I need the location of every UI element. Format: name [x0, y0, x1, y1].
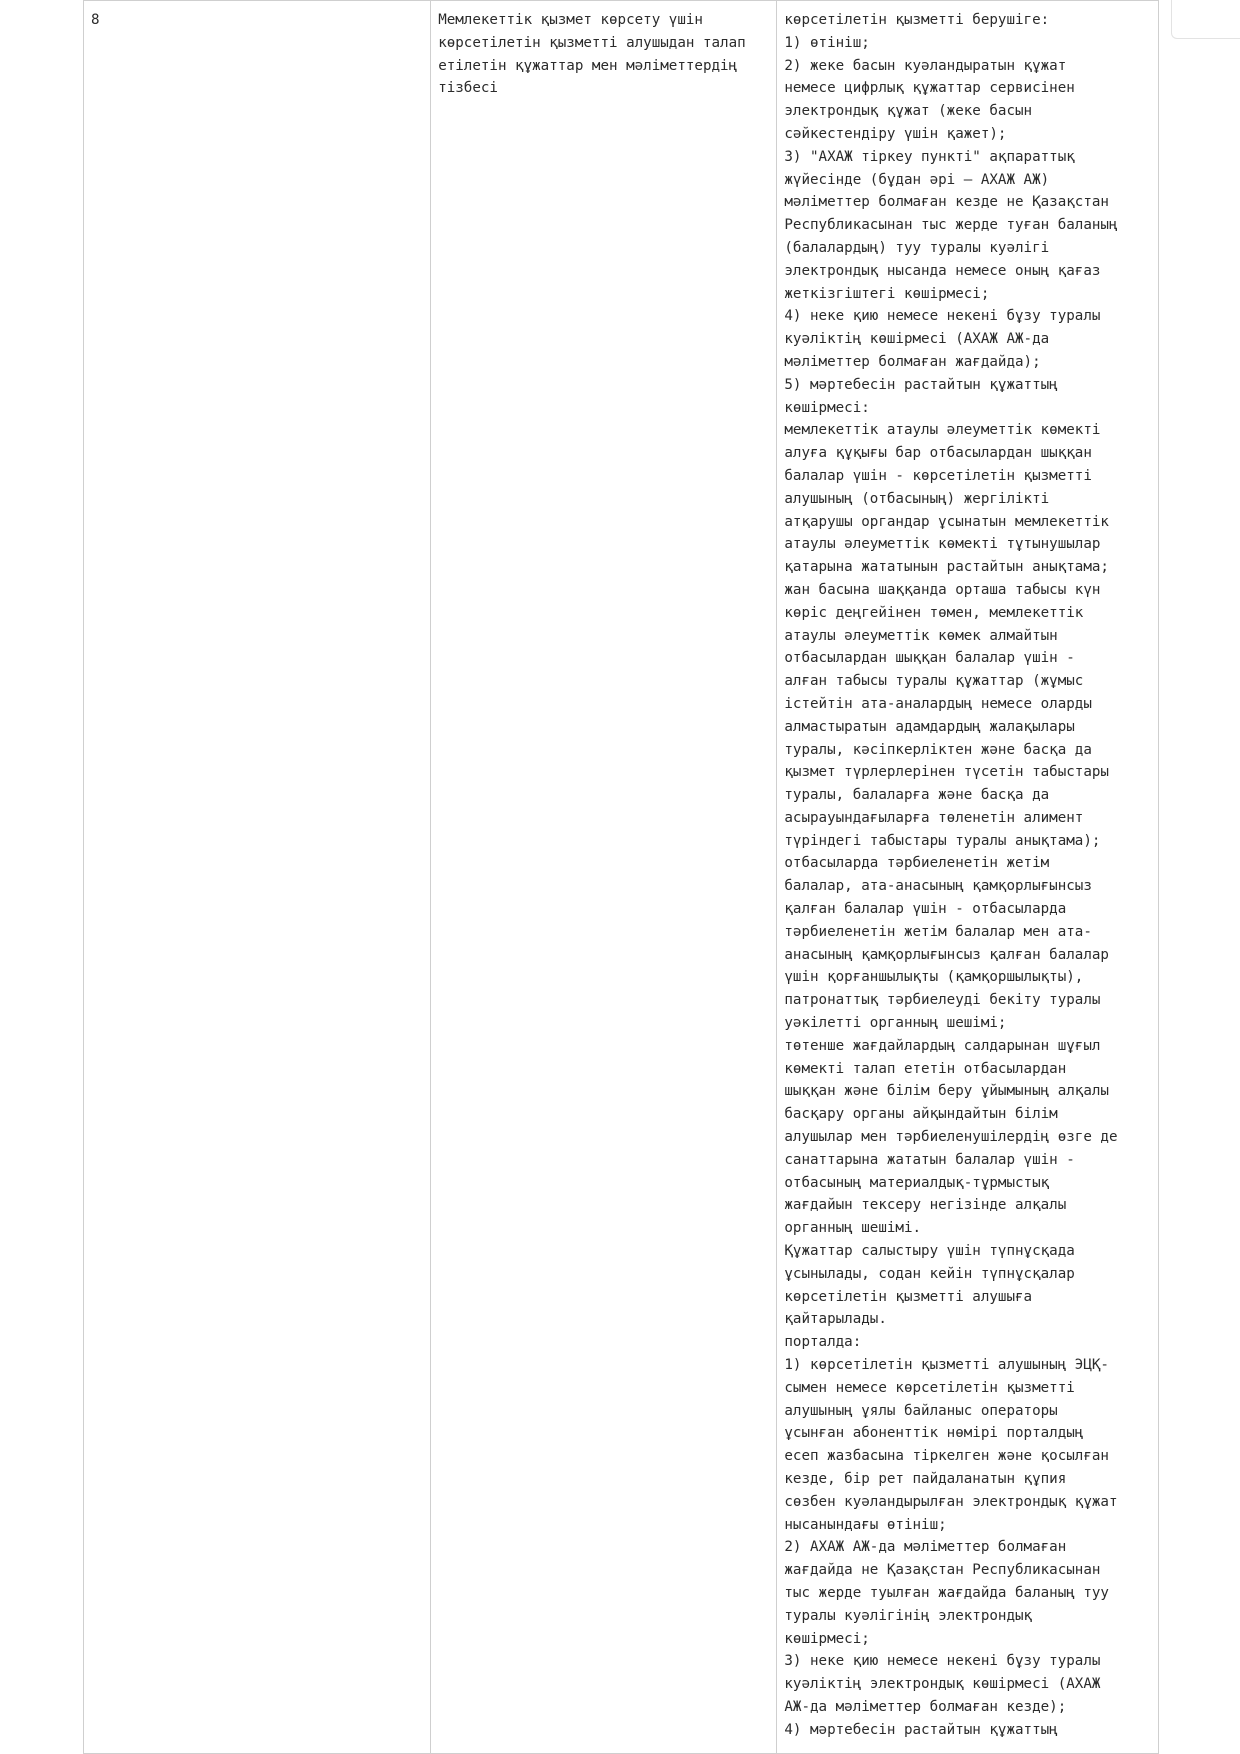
body-line: алған табысы туралы құжаттар (жұмыс — [784, 673, 1084, 690]
body-line: 4) мәртебесін растайтын құжаттың — [784, 1721, 1058, 1738]
body-line: есеп жазбасына тіркелген және қосылған — [784, 1448, 1109, 1465]
body-line: қалған балалар үшін - отбасыларда — [784, 901, 1067, 918]
row-body-cell — [777, 1, 1159, 1754]
body-line: органның шешімі. — [784, 1220, 922, 1237]
body-line: санаттарына жататын балалар үшін - — [784, 1151, 1075, 1168]
body-line: 3) неке қию немесе некені бұзу туралы — [784, 1653, 1101, 1670]
body-line: жүйесінде (бұдан әрі – АХАЖ АЖ) — [784, 171, 1050, 188]
body-line: ұсынған абоненттік нөмірі порталдың — [784, 1425, 1084, 1442]
body-line: отбасының материалдық-тұрмыстық — [784, 1174, 1050, 1191]
body-line: тыс жерде туылған жағдайда баланың туу — [784, 1584, 1109, 1601]
body-line: атқарушы органдар ұсынатын мемлекеттік — [784, 513, 1109, 530]
body-line: сәйкестендіру үшін қажет); — [784, 125, 1007, 142]
body-line: алушының ұялы байланыс операторы — [784, 1402, 1058, 1419]
body-line: істейтін ата-аналардың немесе оларды — [784, 695, 1092, 712]
body-line: қайтарылады. — [784, 1311, 887, 1328]
body-line: туралы, кәсіпкерліктен және басқа да — [784, 741, 1092, 758]
body-line: балалар, ата-анасының қамқорлығынсыз — [784, 878, 1092, 895]
body-line: ұсынылады, содан кейін түпнұсқалар — [784, 1265, 1075, 1282]
body-line: балалар үшін - көрсетілетін қызметті — [784, 467, 1092, 484]
side-panel-tab[interactable] — [1171, 0, 1240, 39]
body-line: 1) көрсетілетін қызметті алушының ЭЦҚ- — [784, 1357, 1109, 1374]
row-number-cell — [84, 1, 431, 1754]
body-line: алушының (отбасының) жергілікті — [784, 490, 1050, 507]
body-line: атаулы әлеуметтік көмек алмайтын — [784, 627, 1058, 644]
body-line: отбасыларда тәрбиеленетін жетім — [784, 855, 1050, 872]
body-line: нысанындағы өтініш; — [784, 1516, 947, 1533]
body-line: 1) өтініш; — [784, 34, 870, 51]
row-body-text — [784, 9, 1151, 1742]
body-line: 5) мәртебесін растайтын құжаттың — [784, 376, 1058, 393]
body-line: мәліметтер болмаған кезде не Қазақстан — [784, 194, 1109, 211]
body-line: шыққан және білім беру ұйымының алқалы — [784, 1083, 1109, 1100]
document-table — [83, 0, 1159, 1754]
body-line: мемлекеттік атаулы әлеуметтік көмекті — [784, 422, 1101, 439]
body-line: 2) АХАЖ АЖ-да мәліметтер болмаған — [784, 1539, 1067, 1556]
row-name: Мемлекеттік қызмет көрсету үшін көрсетілетін қызметті алушыдан талап етілетін құжаттар мен мәліметтердің тізбесі — [438, 12, 755, 97]
body-line: қызмет түрлерлерінен түсетін табыстары — [784, 764, 1109, 781]
body-line: сөзбен куәландырылған электрондық құжат — [784, 1493, 1118, 1510]
body-line: электрондық нысанда немесе оның қағаз — [784, 262, 1101, 279]
body-line: 4) неке қию немесе некені бұзу туралы — [784, 308, 1101, 325]
body-line: алушылар мен тәрбиеленушілердің өзге де — [784, 1129, 1118, 1146]
body-line: жағдайын тексеру негізінде алқалы — [784, 1197, 1067, 1214]
body-line: жеткізгіштегі көшірмесі; — [784, 285, 990, 302]
body-line: АЖ-да мәліметтер болмаған кезде); — [784, 1698, 1067, 1715]
body-line: алмастыратын адамдардың жалақылары — [784, 718, 1075, 735]
body-line: туралы куәлігінің электрондық — [784, 1607, 1033, 1624]
body-line: жағдайда не Қазақстан Республикасынан — [784, 1562, 1101, 1579]
body-line: көшірмесі; — [784, 1630, 870, 1647]
body-line: туралы, балаларға және басқа да — [784, 787, 1050, 804]
body-line: түріндегі табыстары туралы анықтама); — [784, 832, 1101, 849]
body-line: асырауындағыларға төленетін алимент — [784, 809, 1084, 826]
body-line: Құжаттар салыстыру үшін түпнұсқада — [784, 1243, 1075, 1260]
body-line: 3) "АХАЖ тіркеу пункті" ақпараттық — [784, 148, 1075, 165]
body-line: Республикасынан тыс жерде туған баланың — [784, 217, 1118, 234]
body-line: куәліктің электрондық көшірмесі (АХАЖ — [784, 1676, 1101, 1693]
body-line: басқару органы айқындайтын білім — [784, 1106, 1058, 1123]
body-line: сымен немесе көрсетілетін қызметті — [784, 1379, 1075, 1396]
body-line: кезде, бір рет пайдаланатын құпия — [784, 1471, 1067, 1487]
body-line: мәліметтер болмаған жағдайда); — [784, 353, 1041, 370]
body-line: алуға құқығы бар отбасылардан шыққан — [784, 445, 1092, 462]
body-line: көмекті талап ететін отбасылардан — [784, 1060, 1067, 1077]
body-line: көрсетілетін қызметті берушіге: — [784, 12, 1050, 28]
body-line: қатарына жататынын растайтын анықтама; — [784, 559, 1109, 576]
body-line: уәкілетті органның шешімі; — [784, 1015, 1007, 1032]
row-name-cell — [431, 1, 777, 1754]
body-line: 2) жеке басын куәландыратын құжат — [784, 57, 1067, 74]
body-line: көрсетілетін қызметті алушыға — [784, 1288, 1033, 1305]
body-line: патронаттық тәрбиелеуді бекіту туралы — [784, 992, 1101, 1009]
body-line: (балалардың) туу туралы куәлігі — [784, 239, 1050, 256]
body-line: немесе цифрлық құжаттар сервисінен — [784, 80, 1075, 97]
body-line: көшірмесі: — [784, 399, 870, 416]
body-line: үшін қорғаншылықты (қамқоршылықты), — [784, 969, 1084, 986]
body-line: атаулы әлеуметтік көмекті тұтынушылар — [784, 536, 1101, 553]
body-line: тәрбиеленетін жетім балалар мен ата- — [784, 923, 1092, 940]
body-line: куәліктің көшірмесі (АХАЖ АЖ-да — [784, 331, 1050, 348]
body-line: порталда: — [784, 1334, 862, 1351]
table-row — [84, 1, 1159, 1754]
body-line: көріс деңгейінен төмен, мемлекеттік — [784, 604, 1084, 621]
body-line: төтенше жағдайлардың салдарынан шұғыл — [784, 1037, 1101, 1054]
body-line: электрондық құжат (жеке басын — [784, 103, 1033, 120]
row-number: 8 — [91, 12, 100, 28]
body-line: жан басына шаққанда орташа табысы күн — [784, 581, 1101, 598]
body-line: анасының қамқорлығынсыз қалған балалар — [784, 946, 1109, 963]
body-line: отбасылардан шыққан балалар үшін - — [784, 650, 1075, 667]
